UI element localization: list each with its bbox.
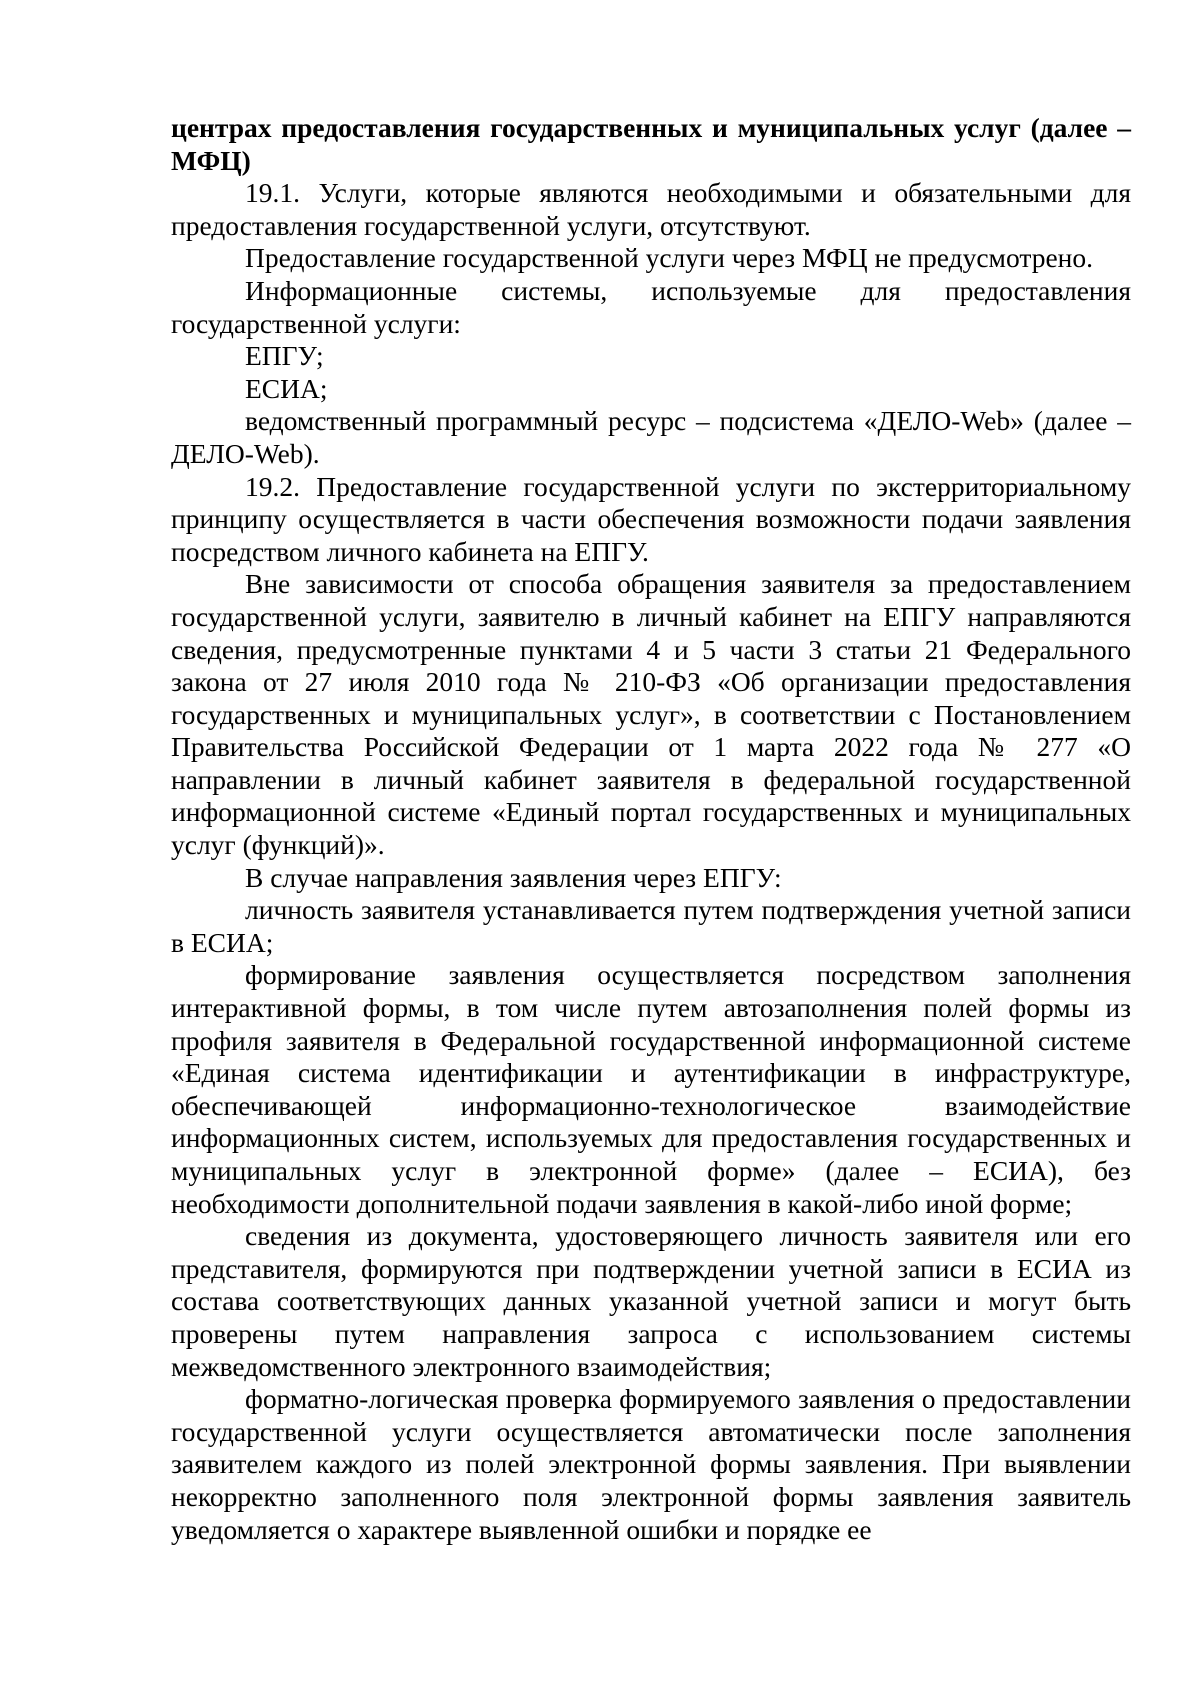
paragraph-epgu-case: В случае направления заявления через ЕПГУ: xyxy=(245,861,782,893)
paragraph-identity: личность заявителя устанавливается путем подтверждения учетной записи в ЕСИА; xyxy=(171,894,1131,958)
document-page xyxy=(171,112,1131,1546)
paragraph-format-check: форматно-логическая проверка формируемого заявления о предоставлении государственной услуги осуществляется автоматически после заполнения заявителем каждого из полей электронной формы заявления. При выявлении некорректно заполненного поля электронной формы заявления заявитель уведомляется о характере выявленной ошибки и порядке ее xyxy=(171,1383,1131,1545)
paragraph-mfc: Предоставление государственной услуги через МФЦ не предусмотрено. xyxy=(245,242,1093,274)
paragraph-form-filling: формирование заявления осуществляется посредством заполнения интерактивной формы, в том числе путем автозаполнения полей формы из профиля заявителя в Федеральной государственной информационной системе «Единая система идентификации и аутентификации в инфраструктуре, обеспечивающей информационно-технологическое взаимодействие информационных систем, используемых для предоставления государственных и муниципальных услуг в электронной форме» (далее – ЕСИА), без необходимости дополнительной подачи заявления в какой-либо иной форме; xyxy=(171,959,1131,1219)
paragraph-delo-web: ведомственный программный ресурс – подсистема «ДЕЛО-Web» (далее – ДЕЛО-Web). xyxy=(171,405,1132,469)
paragraph-document-data: сведения из документа, удостоверяющего личность заявителя или его представителя, формируются при подтверждении учетной записи в ЕСИА из состава соответствующих данных указанной учетной записи и могут быть проверены путем направления запроса с использованием системы межведомственного электронного взаимодействия; xyxy=(171,1220,1131,1382)
list-item-epgu: ЕПГУ; xyxy=(245,340,324,372)
list-item-esia: ЕСИА; xyxy=(245,372,328,404)
section-heading: центрах предоставления государственных и муниципальных услуг (далее – МФЦ) xyxy=(171,112,1131,176)
paragraph-info-systems: Информационные системы, используемые для предоставления государственной услуги: xyxy=(171,274,1131,339)
paragraph-19-1: 19.1. Услуги, которые являются необходимыми и обязательными для предоставления государственной услуги, отсутствуют. xyxy=(171,177,1131,241)
paragraph-notifications: Вне зависимости от способа обращения заявителя за предоставлением государственной услуги, заявителю в личный кабинет на ЕПГУ направляются сведения, предусмотренные пунктами 4 и 5 части 3 статьи 21 Федерального закона от 27 июля 2010 года № 210-ФЗ «Об организации предоставления государственных и муниципальных услуг», в соответствии с Постановлением Правительства Российской Федерации от 1 марта 2022 года № 277 «О направлении в личный кабинет заявителя в федеральной государственной информационной системе «Единый портал государственных и муниципальных услуг (функций)». xyxy=(171,568,1131,861)
paragraph-19-2: 19.2. Предоставление государственной услуги по экстерриториальному принципу осуществляется в части обеспечения возможности подачи заявления посредством личного кабинета на ЕПГУ. xyxy=(171,470,1131,567)
